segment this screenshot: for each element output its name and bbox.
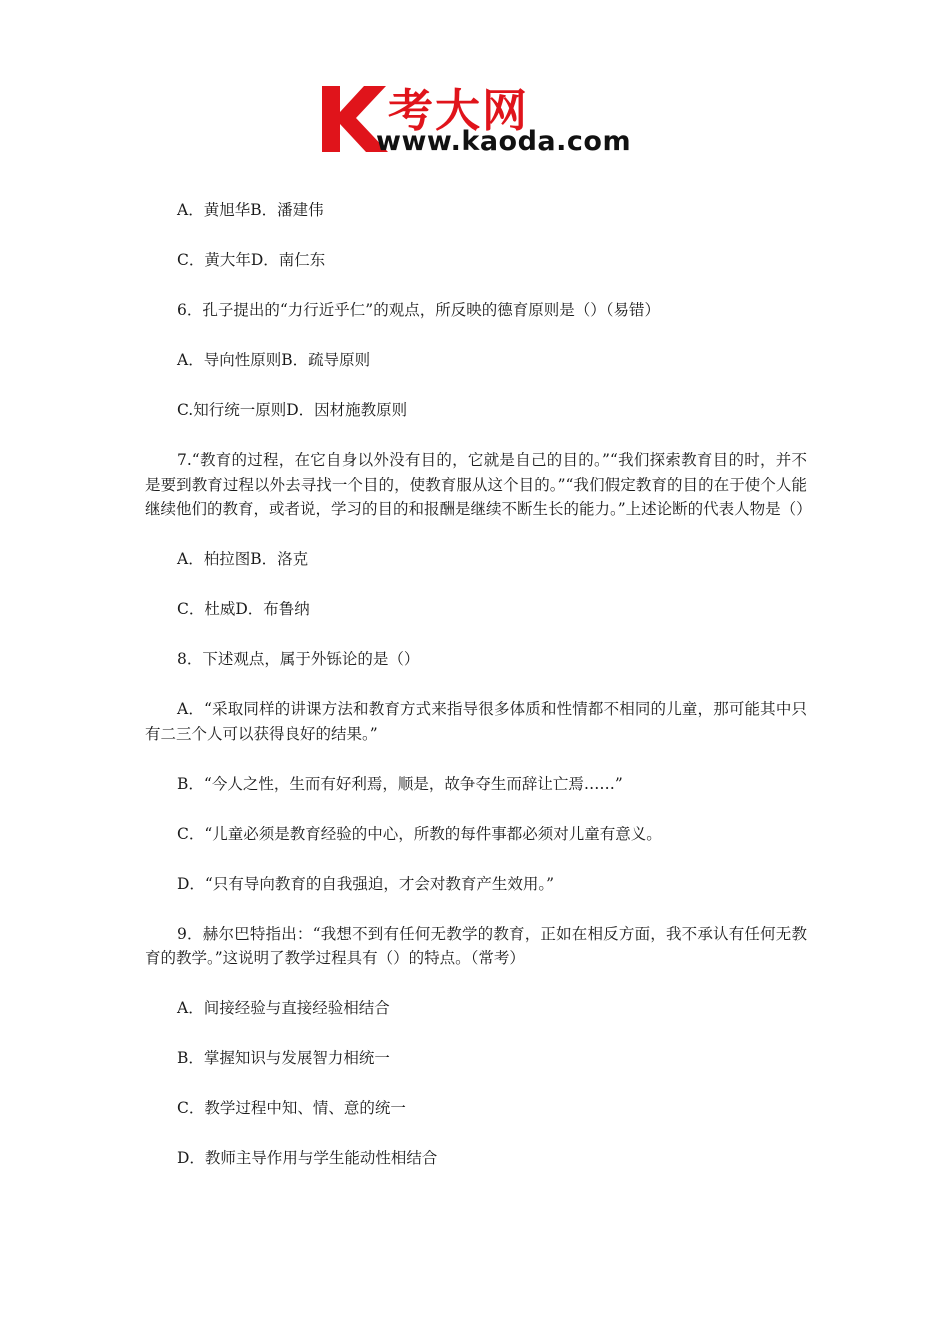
document-body	[145, 198, 812, 1196]
logo-url: www.kaoda.com	[376, 126, 632, 157]
option-9-a: A．间接经验与直接经验相结合	[177, 999, 390, 1017]
question-7: 7.“教育的过程，在它自身以外没有目的，它就是自己的目的。”“我们探索教育目的时，并不是要到教育过程以外去寻找一个目的，使教育服从这个目的。”“我们假定教育的目的在于使个人能继续他们的教育，或者说，学习的目的和报酬是继续不断生长的能力。”上述论断的代表人物是（）	[145, 451, 812, 518]
option-9-b: B．掌握知识与发展智力相统一	[177, 1049, 390, 1067]
option-6-ab: A．导向性原则B．疏导原则	[177, 351, 371, 369]
question-9: 9．赫尔巴特指出：“我想不到有任何无教学的教育，正如在相反方面，我不承认有任何无教育的教学。”这说明了教学过程具有（）的特点。（常考）	[145, 924, 807, 967]
question-8: 8．下述观点，属于外铄论的是（）	[177, 650, 420, 668]
option-8-c: C．“儿童必须是教育经验的中心，所教的每件事都必须对儿童有意义。	[177, 824, 662, 843]
option-8-b: B．“今人之性，生而有好利焉，顺是，故争夺生而辞让亡焉……”	[177, 774, 623, 793]
option-9-c: C．教学过程中知、情、意的统一	[177, 1099, 406, 1117]
option-6-cd: C.知行统一原则D．因材施教原则	[177, 401, 408, 419]
option-5-ab: A．黄旭华B．潘建伟	[177, 201, 324, 219]
option-5-cd: C．黄大年D．南仁东	[177, 251, 326, 269]
question-6: 6．孔子提出的“力行近乎仁”的观点，所反映的德育原则是（）（易错）	[177, 301, 660, 319]
option-7-cd: C．杜威D．布鲁纳	[177, 600, 310, 618]
option-8-a: A．“采取同样的讲课方法和教育方式来指导很多体质和性情都不相同的儿童，那可能其中只有二三个人可以获得良好的结果。”	[145, 700, 807, 743]
option-9-d: D．教师主导作用与学生能动性相结合	[177, 1149, 438, 1167]
kaoda-logo	[318, 78, 648, 160]
option-7-ab: A．柏拉图B．洛克	[177, 550, 309, 568]
option-8-d: D．“只有导向教育的自我强迫，才会对教育产生效用。”	[177, 874, 555, 893]
logo-title: 考大网	[388, 84, 530, 137]
